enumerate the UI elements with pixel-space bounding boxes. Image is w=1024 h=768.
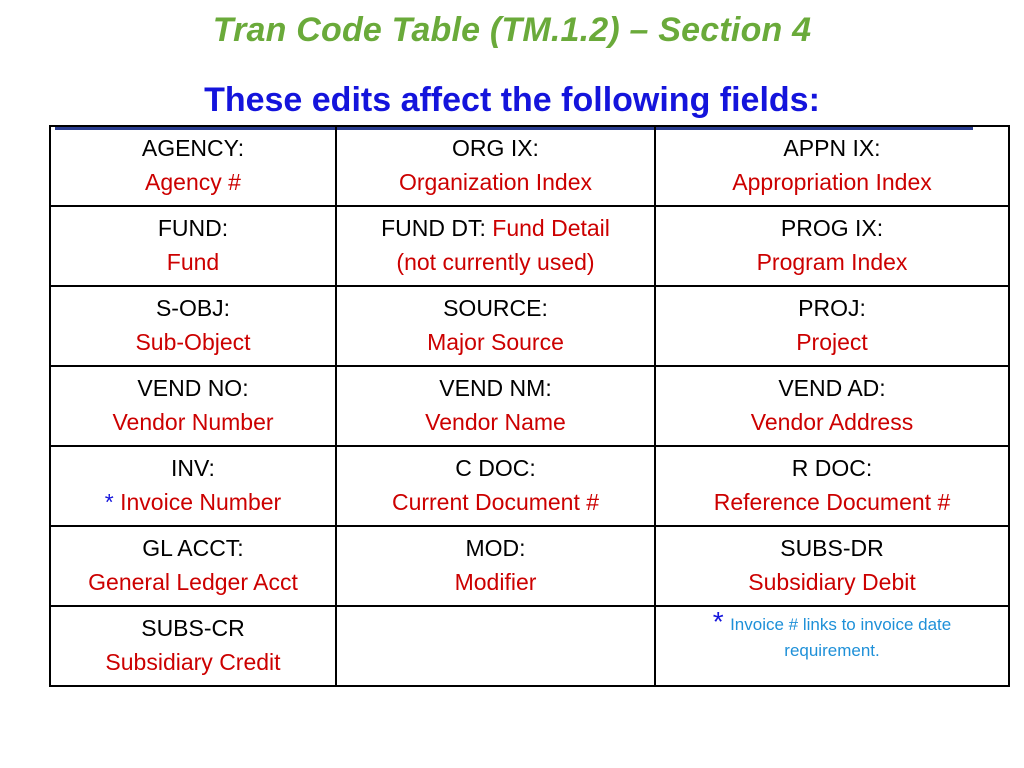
field-description: Vendor Name (425, 409, 566, 435)
field-label: VEND AD: (778, 375, 886, 401)
field-label: PROG IX: (780, 215, 884, 241)
field-description-inline: Fund Detail (492, 215, 610, 241)
field-description: Modifier (454, 569, 537, 595)
field-description: Program Index (756, 249, 908, 275)
field-cell-vend-no (50, 366, 336, 446)
footnote-cell (655, 606, 1009, 686)
field-label: C DOC: (455, 455, 536, 481)
field-description: Major Source (427, 329, 564, 355)
field-description: Sub-Object (135, 329, 251, 355)
footnote-text-continued: requirement. (784, 641, 880, 660)
field-cell-vend-ad (655, 366, 1009, 446)
field-cell-subs-cr (50, 606, 336, 686)
asterisk-marker: * (104, 489, 114, 515)
field-description-line (53, 485, 333, 519)
field-description: Project (796, 329, 868, 355)
field-cell-inv (50, 446, 336, 526)
field-description: Invoice Number (120, 489, 282, 515)
field-cell-r-doc (655, 446, 1009, 526)
field-description: Organization Index (398, 169, 593, 195)
field-label: VEND NO: (137, 375, 249, 401)
field-cell-mod (336, 526, 655, 606)
field-label-line (339, 211, 652, 245)
field-label: SUBS-DR (780, 535, 884, 561)
field-cell-prog-ix (655, 206, 1009, 286)
field-description: Agency # (145, 169, 241, 195)
field-label: APPN IX: (783, 135, 881, 161)
field-label: MOD: (465, 535, 526, 561)
field-cell-org-ix (336, 126, 655, 206)
field-description: (not currently used) (396, 249, 595, 275)
field-cell-appn-ix (655, 126, 1009, 206)
field-cell-proj (655, 286, 1009, 366)
field-cell-c-doc (336, 446, 655, 526)
field-description: Vendor Address (750, 409, 914, 435)
field-description: General Ledger Acct (88, 569, 298, 595)
field-description: Vendor Number (112, 409, 274, 435)
field-label: PROJ: (798, 295, 866, 321)
field-cell-gl-acct (50, 526, 336, 606)
field-label: S-OBJ: (155, 295, 231, 321)
field-cell-subs-dr (655, 526, 1009, 606)
table-row (50, 206, 1009, 286)
field-description: Appropriation Index (732, 169, 932, 195)
field-cell-vend-nm (336, 366, 655, 446)
field-label: FUND DT: (381, 215, 486, 241)
table-row (50, 606, 1009, 686)
field-cell-s-obj (50, 286, 336, 366)
field-label: ORG IX: (452, 135, 539, 161)
field-description: Fund (166, 249, 220, 275)
table-row (50, 526, 1009, 606)
field-label: INV: (171, 455, 215, 481)
table-row (50, 126, 1009, 206)
field-description: Reference Document # (713, 489, 951, 515)
field-label: GL ACCT: (142, 535, 244, 561)
table-row (50, 286, 1009, 366)
field-cell-source (336, 286, 655, 366)
slide-title: Tran Code Table (TM.1.2) – Section 4 (212, 11, 812, 49)
table-row (50, 446, 1009, 526)
field-description: Current Document # (391, 489, 600, 515)
field-description: Subsidiary Credit (105, 649, 281, 675)
field-cell-fund-dt (336, 206, 655, 286)
field-label: FUND: (157, 215, 229, 241)
field-label: SUBS-CR (141, 615, 245, 641)
slide-subtitle: These edits affect the following fields: (204, 81, 820, 119)
footnote-text: Invoice # links to invoice date (730, 615, 952, 634)
empty-cell (336, 606, 655, 686)
field-label: AGENCY: (141, 135, 245, 161)
field-label: VEND NM: (439, 375, 552, 401)
table-row (50, 366, 1009, 446)
field-label: R DOC: (791, 455, 873, 481)
field-cell-fund (50, 206, 336, 286)
fields-table (49, 125, 1010, 687)
field-cell-agency (50, 126, 336, 206)
field-label: SOURCE: (443, 295, 548, 321)
footnote-line (658, 606, 1006, 638)
asterisk-marker: * (712, 606, 724, 637)
field-description: Subsidiary Debit (748, 569, 916, 595)
